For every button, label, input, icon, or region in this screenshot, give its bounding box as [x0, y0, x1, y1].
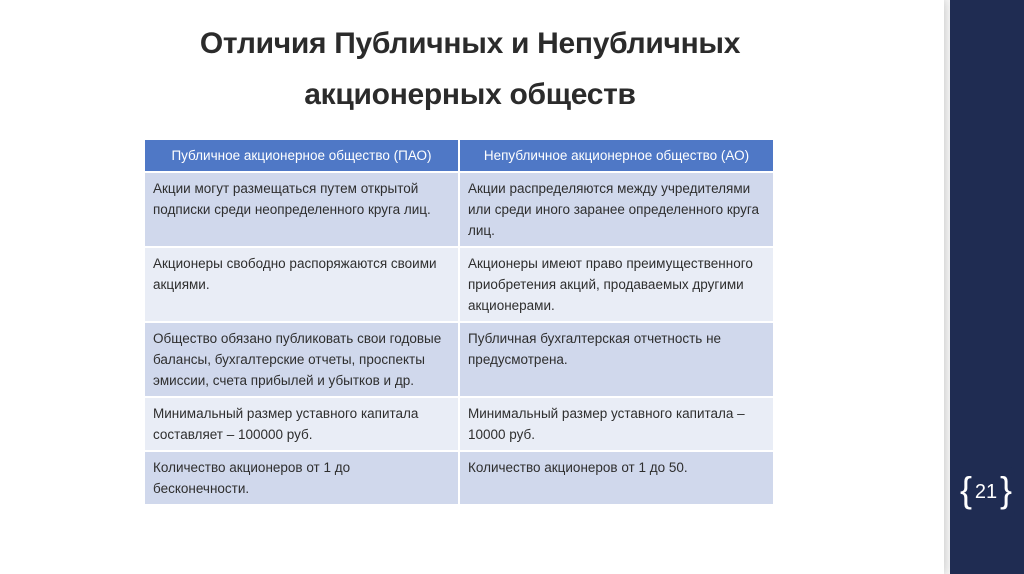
cell-ao: Количество акционеров от 1 до 50.	[459, 451, 773, 505]
cell-pao: Минимальный размер уставного капитала составляет – 100000 руб.	[145, 397, 459, 451]
comparison-table	[145, 140, 773, 506]
cell-ao: Публичная бухгалтерская отчетность не предусмотрена.	[459, 322, 773, 397]
cell-ao: Акционеры имеют право преимущественного приобретения акций, продаваемых другими акционерами.	[459, 247, 773, 322]
table-row	[145, 451, 773, 505]
page-number: 21	[974, 481, 998, 503]
table-row	[145, 172, 773, 247]
comparison-table-container	[145, 140, 773, 506]
right-brace-icon: }	[999, 469, 1012, 510]
table-row	[145, 247, 773, 322]
cell-ao: Минимальный размер уставного капитала – 10000 руб.	[459, 397, 773, 451]
table-row	[145, 322, 773, 397]
cell-pao: Количество акционеров от 1 до бесконечности.	[145, 451, 459, 505]
slide-title-line-2: акционерных обществ	[304, 78, 636, 111]
slide-title-line-1: Отличия Публичных и Непубличных	[199, 27, 741, 60]
left-brace-icon: {	[960, 469, 973, 510]
cell-pao: Акции могут размещаться путем открытой подписки среди неопределенного круга лиц.	[145, 172, 459, 247]
header-pao: Публичное акционерное общество (ПАО)	[145, 140, 459, 172]
table-row	[145, 397, 773, 451]
header-ao: Непубличное акционерное общество (АО)	[459, 140, 773, 172]
cell-pao: Акционеры свободно распоряжаются своими акциями.	[145, 247, 459, 322]
cell-pao: Общество обязано публиковать свои годовые балансы, бухгалтерские отчеты, проспекты эмиссии, счета прибылей и убытков и др.	[145, 322, 459, 397]
table-header-row	[145, 140, 773, 172]
slide-title	[60, 18, 880, 120]
cell-ao: Акции распределяются между учредителями или среди иного заранее определенного круга лиц.	[459, 172, 773, 247]
page-number-badge	[957, 467, 1015, 517]
